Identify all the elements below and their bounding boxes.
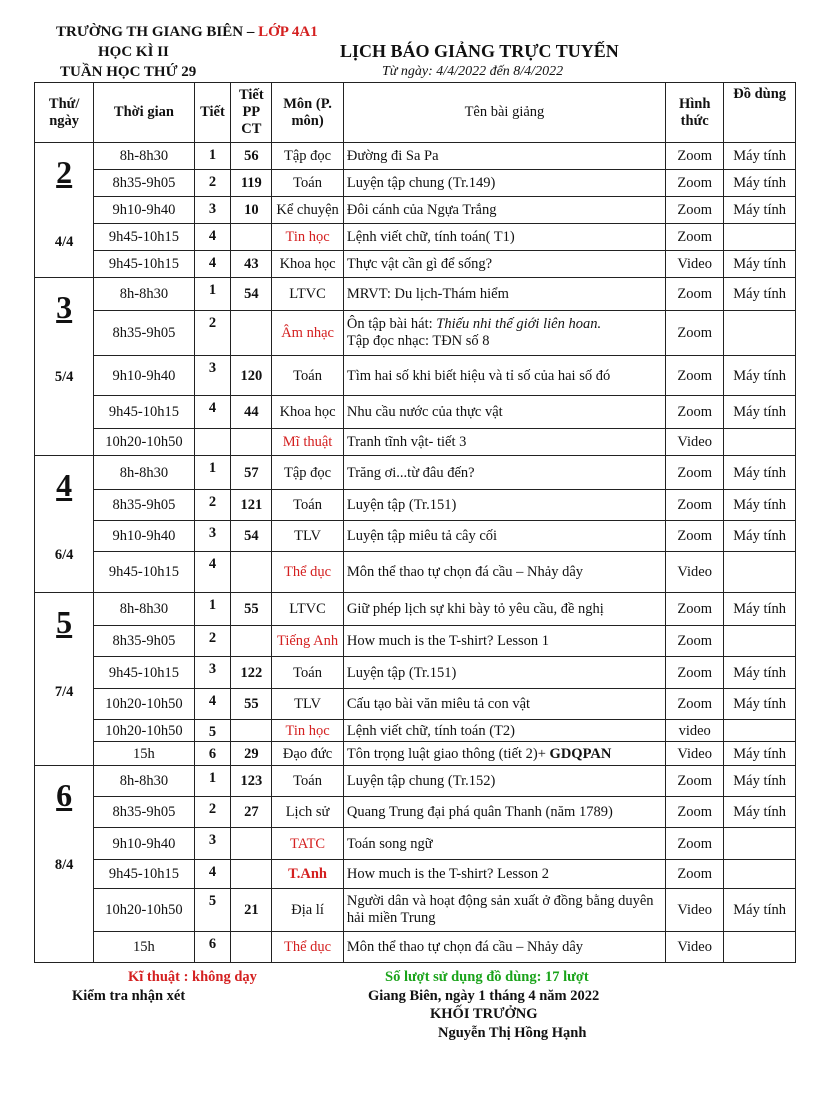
equipment-cell: Máy tính xyxy=(724,170,796,197)
time-cell: 8h35-9h05 xyxy=(94,490,194,521)
equipment-cell xyxy=(724,429,796,456)
form-cell: Zoom xyxy=(666,311,724,356)
lesson-cell: Đôi cánh của Ngựa Trắng xyxy=(343,197,665,224)
date-range: Từ ngày: 4/4/2022 đến 8/4/2022 xyxy=(382,64,564,79)
period-cell: 4 xyxy=(194,224,231,251)
subject-cell: TLV xyxy=(272,689,344,720)
lesson-cell: Lệnh viết chữ, tính toán( T1) xyxy=(343,224,665,251)
time-cell: 9h45-10h15 xyxy=(94,657,194,689)
equipment-cell: Máy tính xyxy=(724,657,796,689)
period-cell: 5 xyxy=(194,720,231,742)
col-header-form: Hình thức xyxy=(666,83,724,143)
equipment-cell: Máy tính xyxy=(724,766,796,797)
subject-cell: Toán xyxy=(272,170,344,197)
day-date: 5/4 xyxy=(54,369,74,385)
school-label: TRƯỜNG TH GIANG BIÊN – xyxy=(56,24,259,40)
subject-cell: Tin học xyxy=(272,720,344,742)
col-header-time: Thời gian xyxy=(94,83,194,143)
period-cell: 1 xyxy=(194,593,231,626)
form-cell: Zoom xyxy=(666,828,724,860)
table-row xyxy=(35,490,796,521)
period-cell: 5 xyxy=(194,889,231,932)
form-cell: Video xyxy=(666,429,724,456)
ppct-cell: 57 xyxy=(231,456,272,490)
equipment-cell: Máy tính xyxy=(724,593,796,626)
ppct-cell: 123 xyxy=(231,766,272,797)
ppct-cell: 119 xyxy=(231,170,272,197)
equipment-cell: Máy tính xyxy=(724,396,796,429)
lesson-cell: Giữ phép lịch sự khi bày tỏ yêu cầu, đề nghị xyxy=(343,593,665,626)
time-cell: 8h35-9h05 xyxy=(94,170,194,197)
equipment-cell xyxy=(724,552,796,593)
table-row xyxy=(35,224,796,251)
ppct-cell: 43 xyxy=(231,251,272,278)
equipment-cell xyxy=(724,932,796,963)
period-cell: 2 xyxy=(194,311,231,356)
lesson-bold: GDQPAN xyxy=(549,745,612,762)
form-cell: Zoom xyxy=(666,797,724,828)
time-cell: 9h10-9h40 xyxy=(94,356,194,396)
equipment-cell xyxy=(724,720,796,742)
equipment-cell: Máy tính xyxy=(724,521,796,552)
form-cell: Zoom xyxy=(666,143,724,170)
period-cell: 6 xyxy=(194,742,231,766)
ppct-cell: 54 xyxy=(231,278,272,311)
form-cell: Zoom xyxy=(666,170,724,197)
equipment-cell xyxy=(724,828,796,860)
form-cell: Zoom xyxy=(666,356,724,396)
period-cell: 3 xyxy=(194,828,231,860)
subject-cell: Tiếng Anh xyxy=(272,626,344,657)
ppct-cell xyxy=(231,828,272,860)
table-row xyxy=(35,197,796,224)
equipment-cell: Máy tính xyxy=(724,143,796,170)
ppct-cell xyxy=(231,429,272,456)
equipment-cell xyxy=(724,626,796,657)
ppct-cell xyxy=(231,860,272,889)
head-name: Nguyễn Thị Hồng Hạnh xyxy=(438,1025,587,1041)
period-cell: 1 xyxy=(194,456,231,490)
time-cell: 8h-8h30 xyxy=(94,278,194,311)
school-name xyxy=(56,24,318,41)
time-cell: 10h20-10h50 xyxy=(94,889,194,932)
lesson-cell: Luyện tập chung (Tr.149) xyxy=(343,170,665,197)
form-cell: Zoom xyxy=(666,766,724,797)
subject-cell: Lịch sử xyxy=(272,797,344,828)
col-header-day: Thứ/ ngày xyxy=(35,83,94,143)
equipment-cell: Máy tính xyxy=(724,356,796,396)
day-date: 7/4 xyxy=(54,684,74,700)
day-number: 6 xyxy=(56,777,73,813)
form-cell: Zoom xyxy=(666,689,724,720)
lesson-cell: Luyện tập (Tr.151) xyxy=(343,657,665,689)
lesson-cell: Trăng ơi...từ đâu đến? xyxy=(343,456,665,490)
day-date: 6/4 xyxy=(54,547,74,563)
ppct-cell xyxy=(231,311,272,356)
lesson-cell xyxy=(343,311,665,356)
review-label: Kiểm tra nhận xét xyxy=(72,988,186,1004)
period-cell: 4 xyxy=(194,396,231,429)
lesson-cell: Thực vật cần gì để sống? xyxy=(343,251,665,278)
week-label: TUẦN HỌC THỨ 29 xyxy=(60,64,197,80)
semester: HỌC KÌ II xyxy=(98,44,169,60)
time-cell: 8h-8h30 xyxy=(94,456,194,490)
lesson-cell: Người dân và hoạt động sản xuất ở đồng bằng duyên hải miền Trung xyxy=(343,889,665,932)
table-row xyxy=(35,797,796,828)
table-row xyxy=(35,720,796,742)
ppct-cell xyxy=(231,224,272,251)
ppct-cell: 55 xyxy=(231,593,272,626)
form-cell: video xyxy=(666,720,724,742)
equipment-cell xyxy=(724,860,796,889)
period-cell: 3 xyxy=(194,356,231,396)
subject-cell: Âm nhạc xyxy=(272,311,344,356)
period-cell: 3 xyxy=(194,657,231,689)
ppct-cell: 120 xyxy=(231,356,272,396)
ppct-cell: 44 xyxy=(231,396,272,429)
form-cell: Zoom xyxy=(666,593,724,626)
time-cell: 8h-8h30 xyxy=(94,143,194,170)
equipment-cell: Máy tính xyxy=(724,689,796,720)
form-cell: Video xyxy=(666,552,724,593)
period-cell: 1 xyxy=(194,143,231,170)
period-cell: 2 xyxy=(194,170,231,197)
form-cell: Video xyxy=(666,889,724,932)
subject-cell: LTVC xyxy=(272,278,344,311)
day-number: 2 xyxy=(56,154,73,190)
period-cell: 3 xyxy=(194,197,231,224)
time-cell: 10h20-10h50 xyxy=(94,720,194,742)
table-row xyxy=(35,251,796,278)
subject-cell: Thể dục xyxy=(272,932,344,963)
lesson-cell: Tìm hai số khi biết hiệu và tỉ số của hai số đó xyxy=(343,356,665,396)
col-header-lesson: Tên bài giảng xyxy=(343,83,665,143)
lesson-cell: Lệnh viết chữ, tính toán (T2) xyxy=(343,720,665,742)
col-header-period: Tiết xyxy=(194,83,231,143)
col-header-ppct: Tiết PP CT xyxy=(231,83,272,143)
subject-cell: Khoa học xyxy=(272,251,344,278)
subject-cell: Thể dục xyxy=(272,552,344,593)
equipment-cell xyxy=(724,224,796,251)
day-cell xyxy=(35,766,94,963)
time-cell: 9h10-9h40 xyxy=(94,828,194,860)
lesson-cell xyxy=(343,742,665,766)
time-cell: 9h45-10h15 xyxy=(94,552,194,593)
subject-cell: Tập đọc xyxy=(272,143,344,170)
col-header-subject: Môn (P. môn) xyxy=(272,83,344,143)
time-cell: 9h45-10h15 xyxy=(94,396,194,429)
subject-cell: Đạo đức xyxy=(272,742,344,766)
table-row xyxy=(35,657,796,689)
table-row xyxy=(35,593,796,626)
day-cell xyxy=(35,593,94,766)
period-cell: 1 xyxy=(194,278,231,311)
lesson-cell: Luyện tập miêu tả cây cối xyxy=(343,521,665,552)
ppct-cell xyxy=(231,552,272,593)
table-row xyxy=(35,456,796,490)
lesson-prefix: Tôn trọng luật giao thông (tiết 2)+ xyxy=(346,745,550,762)
period-cell: 1 xyxy=(194,766,231,797)
subject-cell: Mĩ thuật xyxy=(272,429,344,456)
equipment-cell: Máy tính xyxy=(724,197,796,224)
ppct-cell: 121 xyxy=(231,490,272,521)
ppct-cell xyxy=(231,720,272,742)
schedule-table xyxy=(34,82,796,963)
time-cell: 9h10-9h40 xyxy=(94,197,194,224)
equipment-cell xyxy=(724,311,796,356)
day-number: 3 xyxy=(56,289,73,325)
day-cell xyxy=(35,143,94,278)
lesson-prefix: Ôn tập bài hát: xyxy=(346,316,437,332)
period-cell: 4 xyxy=(194,251,231,278)
ppct-cell xyxy=(231,626,272,657)
class-label: LỚP 4A1 xyxy=(258,24,318,40)
col-header-equipment: Đồ dùng xyxy=(724,83,796,143)
period-cell: 2 xyxy=(194,490,231,521)
ppct-cell: 21 xyxy=(231,889,272,932)
form-cell: Zoom xyxy=(666,197,724,224)
form-cell: Zoom xyxy=(666,396,724,429)
table-row xyxy=(35,742,796,766)
usage-count: Số lượt sử dụng đồ dùng: 17 lượt xyxy=(385,969,589,985)
form-cell: Zoom xyxy=(666,521,724,552)
period-cell: 4 xyxy=(194,552,231,593)
day-number: 5 xyxy=(56,604,73,640)
lesson-cell: Môn thể thao tự chọn đá cầu – Nhảy dây xyxy=(343,552,665,593)
lesson-cell: Tranh tĩnh vật- tiết 3 xyxy=(343,429,665,456)
day-date: 4/4 xyxy=(54,234,74,250)
ppct-cell xyxy=(231,932,272,963)
time-cell: 9h10-9h40 xyxy=(94,521,194,552)
lesson-line2: Tập đọc nhạc: TĐN số 8 xyxy=(346,333,490,349)
time-cell: 8h-8h30 xyxy=(94,593,194,626)
form-cell: Zoom xyxy=(666,224,724,251)
subject-cell: Toán xyxy=(272,657,344,689)
day-cell xyxy=(35,278,94,456)
form-cell: Zoom xyxy=(666,626,724,657)
subject-cell: Toán xyxy=(272,766,344,797)
equipment-cell: Máy tính xyxy=(724,278,796,311)
table-row xyxy=(35,932,796,963)
form-cell: Zoom xyxy=(666,456,724,490)
period-cell: 2 xyxy=(194,797,231,828)
lesson-cell: Quang Trung đại phá quân Thanh (năm 1789) xyxy=(343,797,665,828)
table-row xyxy=(35,860,796,889)
ppct-cell: 55 xyxy=(231,689,272,720)
lesson-cell: MRVT: Du lịch-Thám hiểm xyxy=(343,278,665,311)
table-row xyxy=(35,766,796,797)
form-cell: Zoom xyxy=(666,278,724,311)
equipment-cell: Máy tính xyxy=(724,490,796,521)
table-header-row xyxy=(35,83,796,143)
time-cell: 10h20-10h50 xyxy=(94,429,194,456)
lesson-italic: Thiếu nhi thế giới liên hoan. xyxy=(436,316,602,332)
time-cell: 8h35-9h05 xyxy=(94,626,194,657)
ppct-cell: 10 xyxy=(231,197,272,224)
time-cell: 9h45-10h15 xyxy=(94,224,194,251)
ppct-cell: 122 xyxy=(231,657,272,689)
equipment-cell: Máy tính xyxy=(724,797,796,828)
time-cell: 9h45-10h15 xyxy=(94,860,194,889)
subject-cell: Kể chuyện xyxy=(272,197,344,224)
period-cell: 3 xyxy=(194,521,231,552)
lesson-cell: Luyện tập chung (Tr.152) xyxy=(343,766,665,797)
lesson-cell: Luyện tập (Tr.151) xyxy=(343,490,665,521)
lesson-cell: How much is the T-shirt? Lesson 2 xyxy=(343,860,665,889)
form-cell: Video xyxy=(666,932,724,963)
lesson-cell: Môn thể thao tự chọn đá cầu – Nhảy dây xyxy=(343,932,665,963)
technique-note: Kĩ thuật : không dạy xyxy=(128,969,257,985)
table-row xyxy=(35,689,796,720)
form-cell: Video xyxy=(666,251,724,278)
head-title: KHỐI TRƯỞNG xyxy=(430,1006,538,1022)
place-date: Giang Biên, ngày 1 tháng 4 năm 2022 xyxy=(368,988,600,1004)
form-cell: Zoom xyxy=(666,657,724,689)
ppct-cell: 54 xyxy=(231,521,272,552)
time-cell: 8h35-9h05 xyxy=(94,311,194,356)
form-cell: Zoom xyxy=(666,860,724,889)
lesson-cell: How much is the T-shirt? Lesson 1 xyxy=(343,626,665,657)
period-cell: 4 xyxy=(194,860,231,889)
table-row xyxy=(35,552,796,593)
subject-cell: LTVC xyxy=(272,593,344,626)
table-row xyxy=(35,143,796,170)
subject-cell: TATC xyxy=(272,828,344,860)
period-cell: 2 xyxy=(194,626,231,657)
day-date: 8/4 xyxy=(54,857,74,873)
time-cell: 10h20-10h50 xyxy=(94,689,194,720)
time-cell: 8h-8h30 xyxy=(94,766,194,797)
subject-cell: Toán xyxy=(272,356,344,396)
table-row xyxy=(35,429,796,456)
form-cell: Zoom xyxy=(666,490,724,521)
subject-cell: TLV xyxy=(272,521,344,552)
form-cell: Video xyxy=(666,742,724,766)
subject-cell: Khoa học xyxy=(272,396,344,429)
table-row xyxy=(35,626,796,657)
page-title: LỊCH BÁO GIẢNG TRỰC TUYẾN xyxy=(340,41,619,61)
time-cell: 15h xyxy=(94,932,194,963)
lesson-cell: Cấu tạo bài văn miêu tả con vật xyxy=(343,689,665,720)
table-row xyxy=(35,521,796,552)
table-row xyxy=(35,278,796,311)
subject-cell: Toán xyxy=(272,490,344,521)
time-cell: 9h45-10h15 xyxy=(94,251,194,278)
lesson-cell: Đường đi Sa Pa xyxy=(343,143,665,170)
period-cell: 4 xyxy=(194,689,231,720)
equipment-cell: Máy tính xyxy=(724,742,796,766)
ppct-cell: 56 xyxy=(231,143,272,170)
subject-cell: T.Anh xyxy=(272,860,344,889)
day-number: 4 xyxy=(56,467,73,503)
subject-cell: Tin học xyxy=(272,224,344,251)
table-row xyxy=(35,311,796,356)
lesson-cell: Nhu cầu nước của thực vật xyxy=(343,396,665,429)
equipment-cell: Máy tính xyxy=(724,456,796,490)
table-row xyxy=(35,828,796,860)
equipment-cell: Máy tính xyxy=(724,889,796,932)
subject-cell: Địa lí xyxy=(272,889,344,932)
equipment-cell: Máy tính xyxy=(724,251,796,278)
time-cell: 8h35-9h05 xyxy=(94,797,194,828)
table-row xyxy=(35,889,796,932)
time-cell: 15h xyxy=(94,742,194,766)
period-cell: 6 xyxy=(194,932,231,963)
table-row xyxy=(35,170,796,197)
period-cell xyxy=(194,429,231,456)
ppct-cell: 29 xyxy=(231,742,272,766)
ppct-cell: 27 xyxy=(231,797,272,828)
day-cell xyxy=(35,456,94,593)
subject-cell: Tập đọc xyxy=(272,456,344,490)
lesson-cell: Toán song ngữ xyxy=(343,828,665,860)
table-row xyxy=(35,356,796,396)
table-row xyxy=(35,396,796,429)
